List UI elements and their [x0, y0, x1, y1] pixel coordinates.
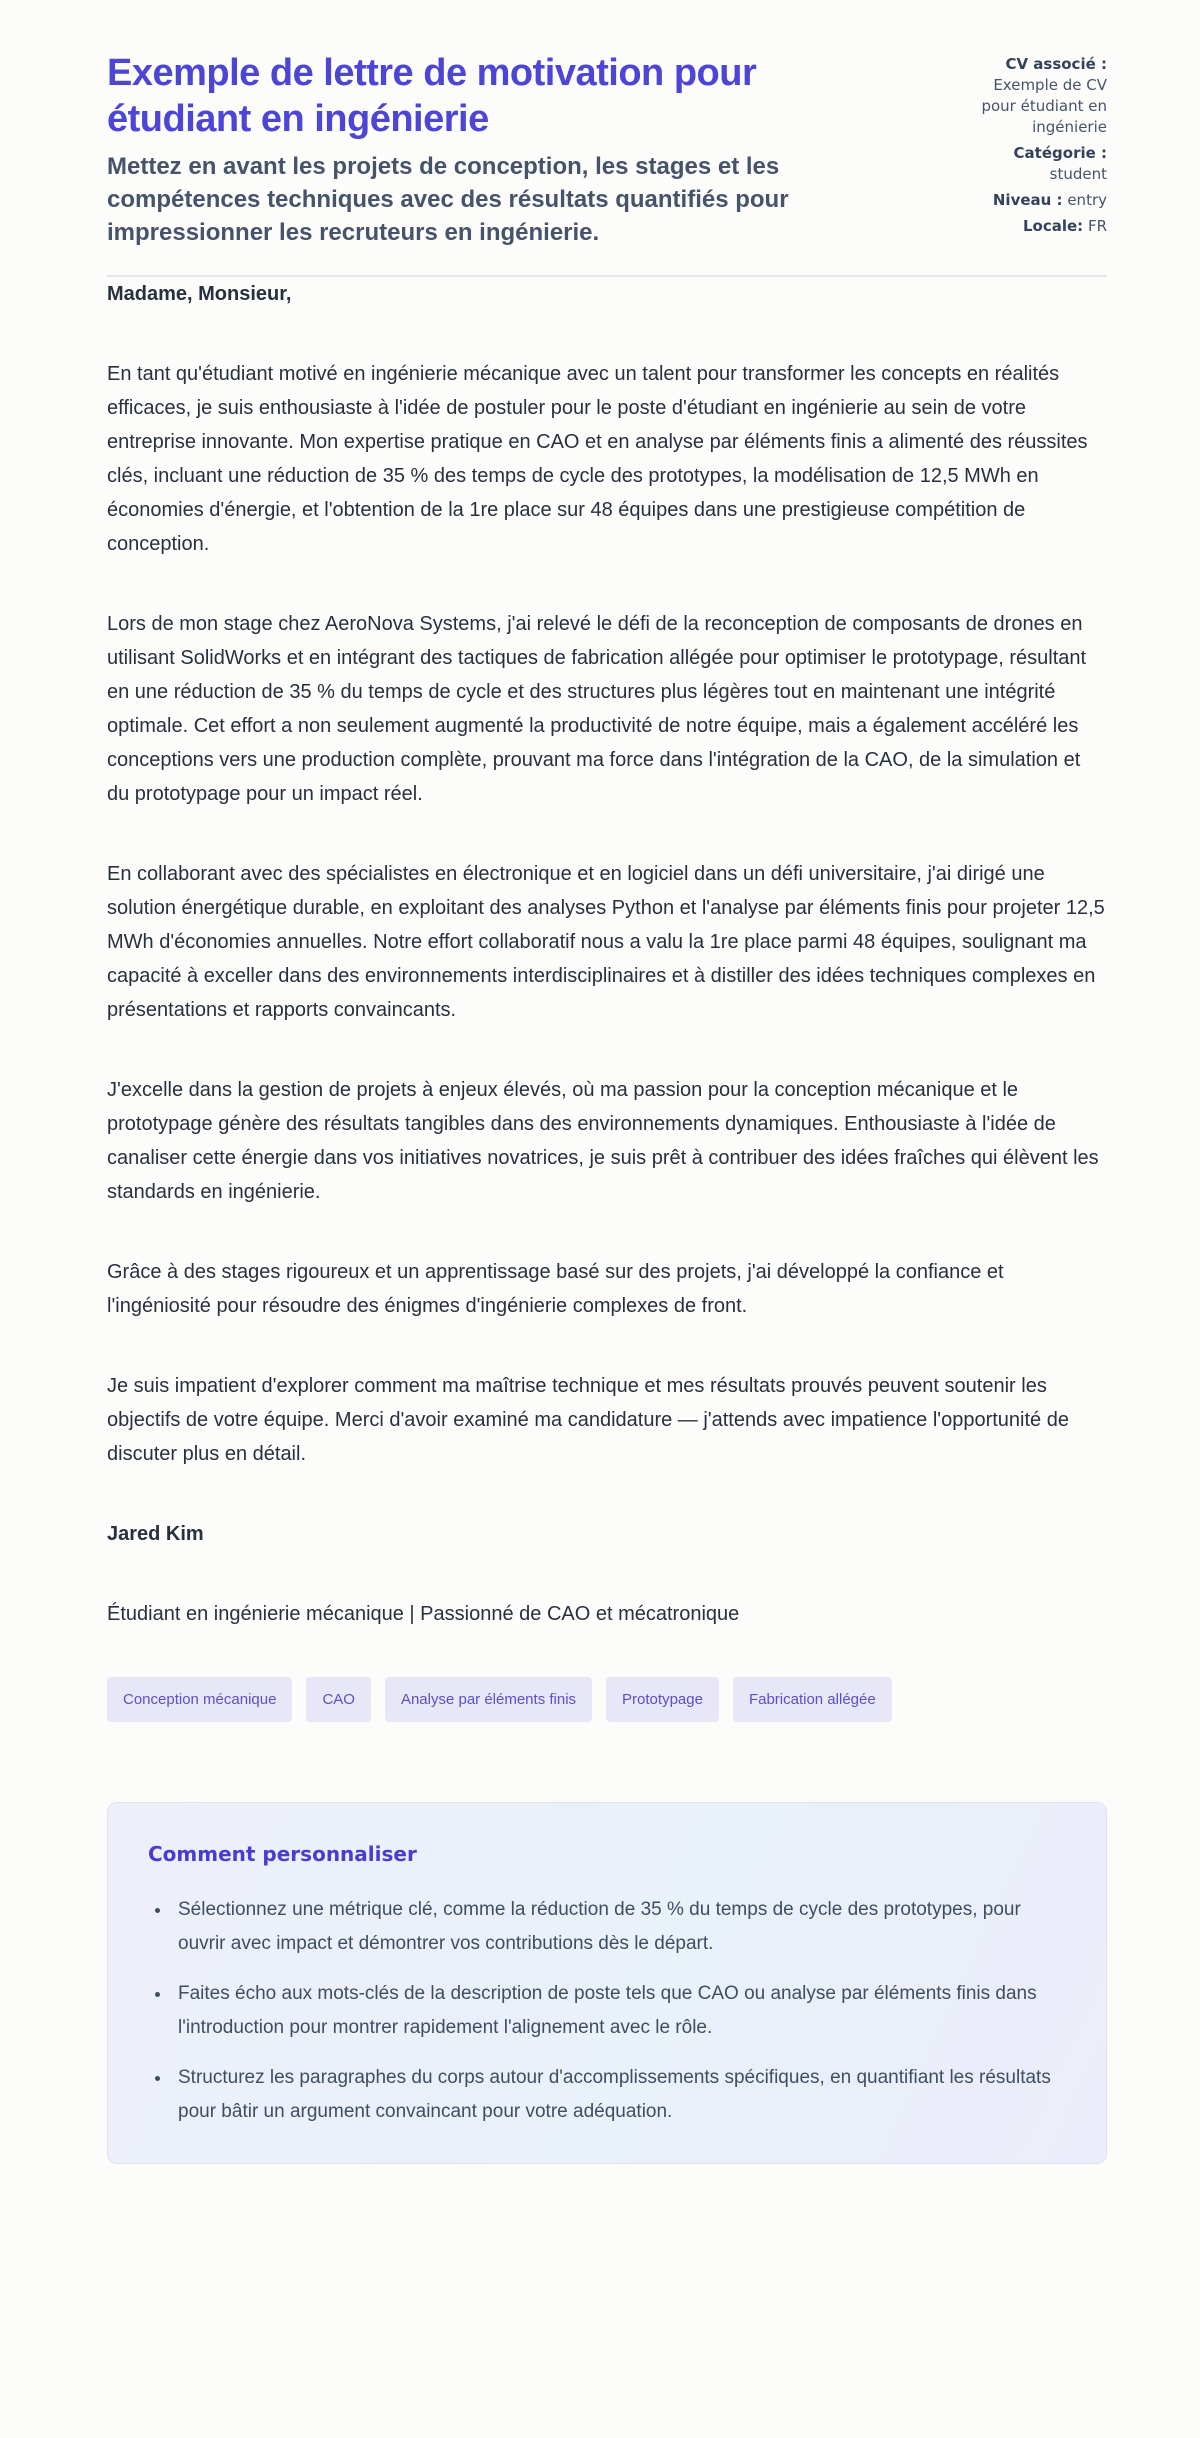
tags-row	[107, 1677, 1107, 1722]
letter-paragraph: Je suis impatient d'explorer comment ma maîtrise technique et mes résultats prouvés peuvent soutenir les objectifs de votre équipe. Merci d'avoir examiné ma candidature — j'attends avec impatience l'opportunité de discuter plus en détail.	[107, 1375, 1069, 1465]
meta-block	[967, 54, 1107, 242]
meta-category-label: Catégorie :	[1013, 144, 1107, 162]
meta-level-value: entry	[1067, 191, 1107, 209]
page-title: Exemple de lettre de motivation pour étudiant en ingénierie	[107, 52, 757, 140]
signature-name: Jared Kim	[107, 1523, 204, 1545]
tips-list	[148, 1893, 1066, 2129]
letter-paragraph: J'excelle dans la gestion de projets à enjeux élevés, où ma passion pour la conception mécanique et le prototypage génère des résultats tangibles dans des environnements dynamiques. Enthousiaste à l'idée de canaliser cette énergie dans vos initiatives novatrices, je suis prêt à contribuer des idées fraîches qui élèvent les standards en ingénierie.	[107, 1079, 1099, 1203]
letter-salutation: Madame, Monsieur,	[107, 283, 292, 305]
tips-box	[107, 1802, 1107, 2164]
signature-role: Étudiant en ingénierie mécanique | Passionné de CAO et mécatronique	[107, 1603, 740, 1625]
meta-category	[967, 143, 1107, 185]
tag-badge: Fabrication allégée	[733, 1677, 892, 1722]
tag-badge: Analyse par éléments finis	[385, 1677, 592, 1722]
meta-cv-label: CV associé :	[1005, 55, 1107, 73]
letter-body	[107, 277, 1107, 1631]
meta-category-value: student	[1049, 165, 1107, 183]
tag-badge: CAO	[306, 1677, 371, 1722]
letter-paragraph: Lors de mon stage chez AeroNova Systems, j'ai relevé le défi de la reconception de composants de drones en utilisant SolidWorks et en intégrant des tactiques de fabrication allégée pour optimiser le prototypage, résultant en une réduction de 35 % du temps de cycle et des structures plus légères tout en maintenant une intégrité optimale. Cet effort a non seulement augmenté la productivité de notre équipe, mais a également accéléré les conceptions vers une production complète, prouvant ma force dans l'intégration de la CAO, de la simulation et du prototypage pour un impact réel.	[107, 613, 1087, 805]
tips-item: • Structurez les paragraphes du corps autour d'accomplissements spécifiques, en quantifiant les résultats pour bâtir un argument convaincant pour votre adéquation.	[172, 2061, 1066, 2129]
title-block	[107, 50, 797, 249]
meta-locale	[967, 216, 1107, 237]
meta-level-label: Niveau :	[992, 191, 1063, 209]
meta-cv	[967, 54, 1107, 138]
meta-cv-value: Exemple de CV pour étudiant en ingénierie	[981, 76, 1107, 136]
letter-paragraph: Grâce à des stages rigoureux et un apprentissage basé sur des projets, j'ai développé la confiance et l'ingéniosité pour résoudre des énigmes d'ingénierie complexes de front.	[107, 1261, 1004, 1317]
meta-locale-label: Locale:	[1022, 217, 1084, 235]
tag-badge: Prototypage	[606, 1677, 719, 1722]
letter-paragraph: En collaborant avec des spécialistes en électronique et en logiciel dans un défi universitaire, j'ai dirigé une solution énergétique durable, en exploitant des analyses Python et l'analyse par éléments finis pour projeter 12,5 MWh d'économies annuelles. Notre effort collaboratif nous a valu la 1re place parmi 48 équipes, soulignant ma capacité à exceller dans des environnements interdisciplinaires et à distiller des idées techniques complexes en présentations et rapports convaincants.	[107, 863, 1105, 1021]
letter-paragraph: En tant qu'étudiant motivé en ingénierie mécanique avec un talent pour transformer les concepts en réalités efficaces, je suis enthousiaste à l'idée de postuler pour le poste d'étudiant en ingénierie au sein de votre entreprise innovante. Mon expertise pratique en CAO et en analyse par éléments finis a alimenté des réussites clés, incluant une réduction de 35 % des temps de cycle des prototypes, la modélisation de 12,5 MWh en économies d'énergie, et l'obtention de la 1re place sur 48 équipes dans une prestigieuse compétition de conception.	[107, 363, 1088, 555]
tag-badge: Conception mécanique	[107, 1677, 292, 1722]
meta-locale-value: FR	[1087, 217, 1107, 235]
tips-item: • Sélectionnez une métrique clé, comme la réduction de 35 % du temps de cycle des prototypes, pour ouvrir avec impact et démontrer vos contributions dès le départ.	[172, 1893, 1066, 1961]
page	[107, 0, 1107, 2224]
page-subtitle: Mettez en avant les projets de conception, les stages et les compétences techniques avec des résultats quantifiés pour impressionner les recruteurs en ingénierie.	[107, 153, 789, 246]
meta-level	[967, 190, 1107, 211]
tips-title: Comment personnaliser	[148, 1842, 417, 1866]
header	[107, 50, 1107, 249]
tips-item: • Faites écho aux mots-clés de la description de poste tels que CAO ou analyse par éléments finis dans l'introduction pour montrer rapidement l'alignement avec le rôle.	[172, 1977, 1066, 2045]
